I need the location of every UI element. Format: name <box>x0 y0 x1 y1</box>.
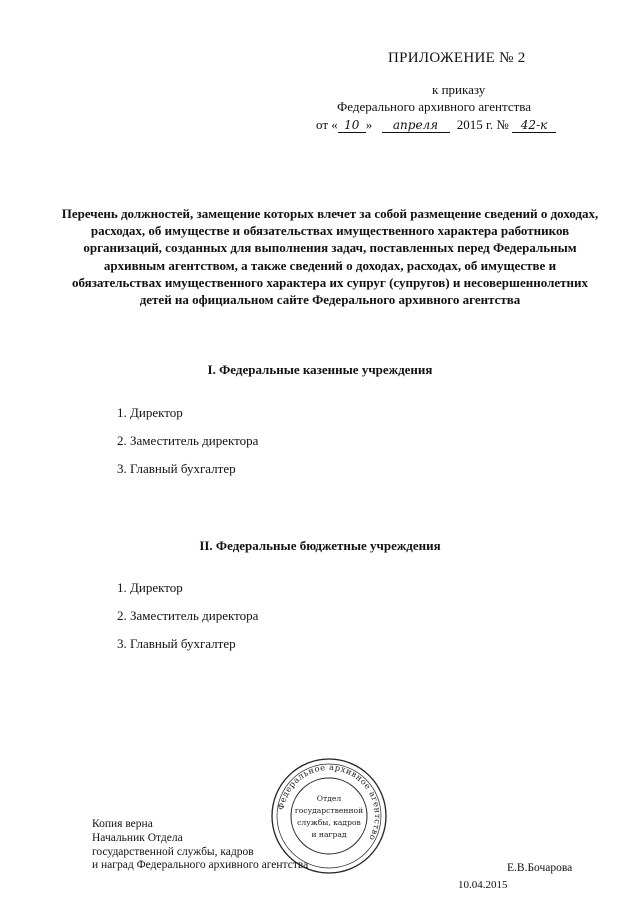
stamp-ring-text: Федеральное архивное агентство <box>275 761 384 843</box>
agency-name-line: Федерального архивного агентства <box>337 99 532 114</box>
list-item: 2. Заместитель директора <box>117 433 259 448</box>
copy-line: государственной службы, кадров <box>92 845 254 858</box>
section-heading: I. Федеральные казенные учреждения <box>207 362 433 377</box>
date-year: 2015 г. № <box>456 117 509 132</box>
copy-line: Начальник Отдела <box>92 831 183 844</box>
copy-line: и наград Федерального архивного агентства <box>92 859 309 872</box>
handwritten-order-number: 42-к <box>512 118 556 133</box>
list-item: 1. Директор <box>117 405 183 420</box>
list-item: 3. Главный бухгалтер <box>117 461 236 476</box>
position-list <box>117 579 258 663</box>
order-date-line <box>316 117 556 133</box>
document-title: Перечень должностей, замещение которых влечет за собой размещение сведений о доходах, расходах, об имуществе и обязательствах имущественного характера работников организаций, созданных для выполнения задач, поставленных перед Федеральным архивным агентством, а также сведений о доходах, расходах, об имуществе и обязательствах имущественного характера их супруг (супругов) и несовершеннолетних детей на официальном сайте Федерального архивного агентства <box>61 206 599 308</box>
copy-line: Копия верна <box>92 818 153 830</box>
stamp-inner-line: и наград <box>311 830 347 839</box>
list-item: 2. Заместитель директора <box>117 608 259 623</box>
handwritten-month: апреля <box>382 118 450 133</box>
handwritten-day: 10 <box>338 118 366 133</box>
list-item: 3. Главный бухгалтер <box>117 636 236 651</box>
date-prefix: от « <box>316 117 338 132</box>
section-heading: II. Федеральные бюджетные учреждения <box>199 538 441 553</box>
stamp-inner-line: службы, кадров <box>297 818 361 827</box>
footer-date: 10.04.2015 <box>458 879 508 891</box>
stamp-inner-line: государственной <box>294 806 364 815</box>
appendix-title: ПРИЛОЖЕНИЕ № 2 <box>388 50 526 66</box>
list-item: 1. Директор <box>117 580 183 595</box>
order-reference-line: к приказу <box>432 82 486 97</box>
date-mid: » <box>365 117 373 132</box>
signer-name: Е.В.Бочарова <box>507 862 573 874</box>
position-list <box>117 404 258 488</box>
stamp-inner-line: Отдел <box>316 794 342 803</box>
certified-copy-note <box>92 818 308 873</box>
